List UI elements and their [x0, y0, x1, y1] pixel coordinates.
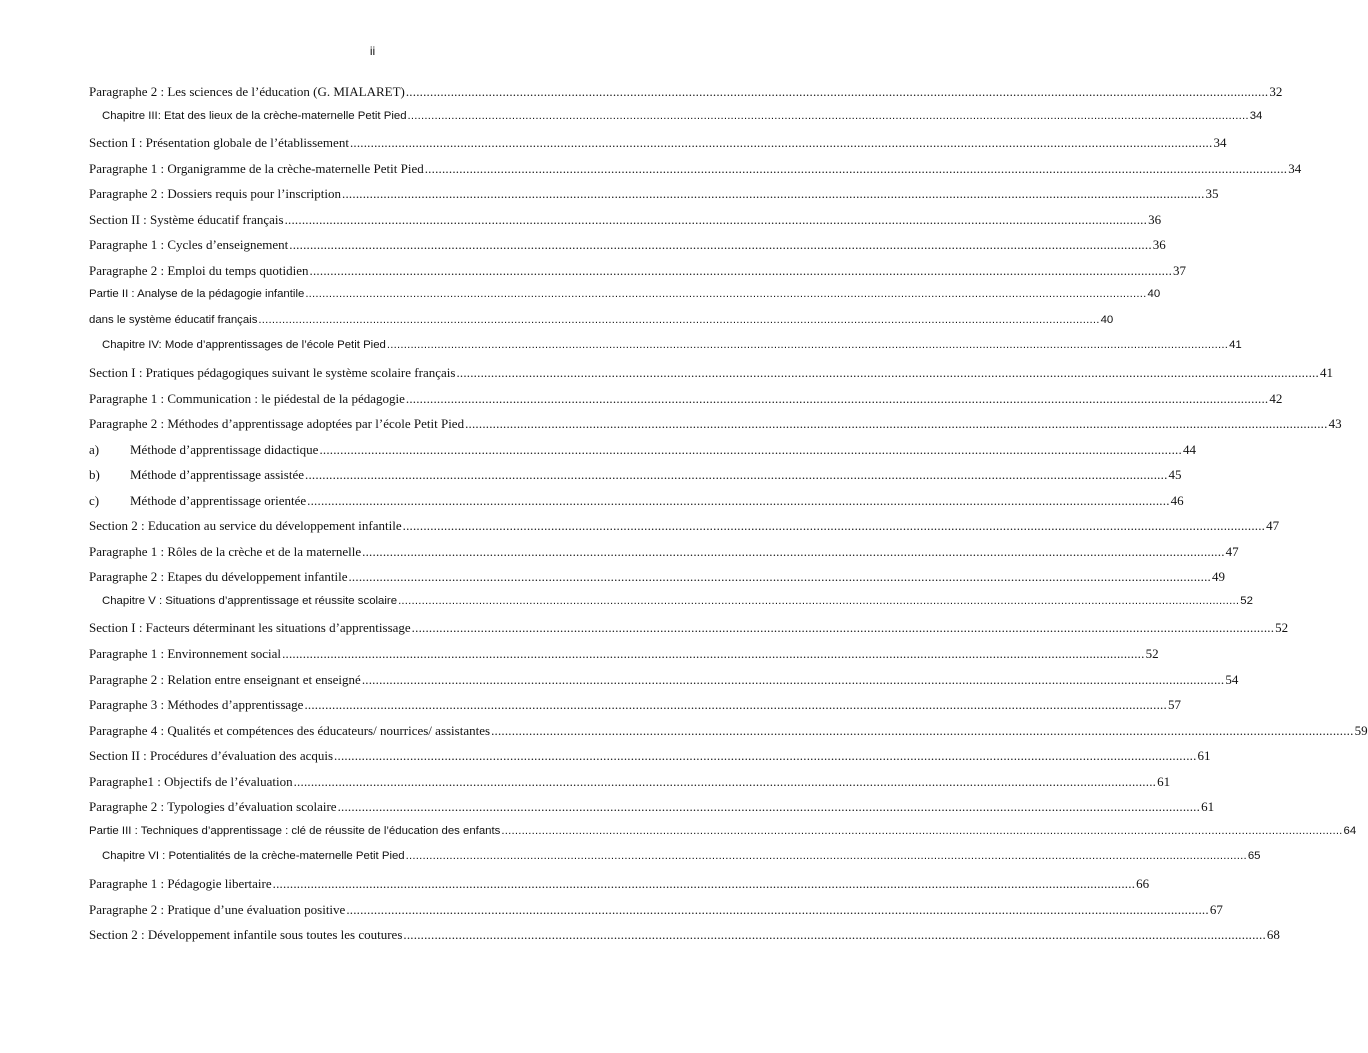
toc-entry[interactable]: [89, 799, 1215, 825]
toc-entry-label: Paragraphe 2 : Dossiers requis pour l’inscription: [89, 186, 342, 202]
dot-leader: [346, 902, 1209, 918]
dot-leader: [406, 850, 1247, 862]
dot-leader: [403, 518, 1266, 534]
toc-entry[interactable]: [89, 339, 1242, 365]
toc-entry[interactable]: [89, 697, 1181, 723]
toc-entry[interactable]: [89, 441, 1196, 468]
toc-entry-page-number: 66: [1136, 875, 1150, 891]
toc-entry-page-number: 65: [1247, 850, 1261, 863]
toc-entry-page-number: 41: [1319, 365, 1333, 381]
toc-entry-label: Méthode d’apprentissage assistée: [130, 467, 305, 483]
toc-entry-page-number: 34: [1213, 135, 1227, 151]
toc-entry-page-number: 67: [1209, 901, 1223, 917]
toc-entry-marker: c): [89, 492, 100, 508]
dot-leader: [362, 544, 1225, 560]
toc-entry[interactable]: [89, 646, 1159, 672]
toc-entry-label: Partie II : Analyse de la pédagogie infantile: [89, 288, 305, 301]
toc-entry[interactable]: [89, 288, 1161, 314]
toc-entry-page-number: 43: [1328, 416, 1342, 432]
dot-leader: [338, 799, 1201, 815]
toc-entry-page-number: 59: [1354, 722, 1368, 738]
toc-entry[interactable]: [89, 748, 1211, 774]
dot-leader: [491, 723, 1354, 739]
toc-entry-page-number: 35: [1205, 186, 1219, 202]
dot-leader: [456, 365, 1319, 381]
toc-entry-label: Section I : Pratiques pédagogiques suivant le système scolaire français: [89, 365, 456, 381]
dot-leader: [412, 620, 1275, 636]
toc-entry-label: Section 2 : Education au service du développement infantile: [89, 518, 402, 534]
dot-leader: [406, 84, 1269, 100]
toc-entry-label: Paragraphe 2 : Etapes du développement infantile: [89, 569, 348, 585]
toc-entry[interactable]: [89, 671, 1239, 698]
toc-entry-label: Chapitre V : Situations d’apprentissage et réussite scolaire: [102, 594, 398, 607]
toc-entry-page-number: 42: [1269, 390, 1283, 406]
toc-entry-label: Paragraphe 1 : Organigramme de la crèche-maternelle Petit Pied: [89, 160, 424, 176]
toc-entry[interactable]: [89, 262, 1187, 289]
toc-entry-page-number: 32: [1269, 84, 1283, 99]
toc-entry-label: Paragraphe 1 : Environnement social: [89, 646, 282, 662]
toc-entry-label: Chapitre IV: Mode d’apprentissages de l’école Petit Pied: [102, 339, 386, 352]
toc-entry-label: Paragraphe 4 : Qualités et compétences des éducateurs/ nourrices/ assistantes: [89, 722, 491, 738]
toc-entry[interactable]: [89, 416, 1342, 442]
toc-entry-page-number: 40: [1100, 313, 1114, 326]
toc-entry[interactable]: [89, 135, 1227, 161]
dot-leader: [362, 672, 1225, 688]
toc-entry-marker: b): [89, 467, 100, 483]
dot-leader: [294, 774, 1157, 790]
toc-entry-page-number: 40: [1147, 288, 1161, 301]
toc-entry-page-number: 46: [1170, 492, 1184, 508]
toc-entry-label: Section I : Présentation globale de l’établissement: [89, 135, 349, 151]
toc-entry[interactable]: [89, 773, 1171, 800]
dot-leader: [334, 748, 1197, 764]
toc-entry-page-number: 57: [1167, 697, 1181, 713]
toc-entry-page-number: 47: [1225, 543, 1239, 559]
toc-entry[interactable]: [89, 594, 1253, 621]
toc-entry-page-number: 61: [1201, 799, 1215, 815]
dot-leader: [342, 186, 1205, 202]
toc-entry[interactable]: [89, 569, 1225, 595]
toc-entry-label: Paragraphe 1 : Communication : le piédestal de la pédagogie: [89, 390, 405, 406]
toc-entry[interactable]: [89, 313, 1114, 340]
toc-entry[interactable]: [89, 901, 1223, 928]
dot-leader: [408, 110, 1249, 122]
dot-leader: [501, 825, 1342, 837]
dot-leader: [398, 595, 1239, 607]
toc-entry-label: Paragraphe1 : Objectifs de l’évaluation: [89, 773, 293, 789]
toc-entry-page-number: 49: [1211, 569, 1225, 585]
toc-entry-page-number: 61: [1197, 748, 1211, 764]
toc-entry-page-number: 34: [1288, 160, 1302, 176]
toc-entry-label: dans le système éducatif français: [89, 313, 258, 326]
toc-entry-page-number: 37: [1173, 262, 1187, 278]
toc-entry[interactable]: [89, 237, 1166, 263]
toc-entry-label: Paragraphe 1 : Cycles d’enseignement: [89, 237, 289, 253]
toc-entry-page-number: 54: [1225, 671, 1239, 687]
toc-entry[interactable]: [89, 722, 1368, 749]
toc-entry[interactable]: [89, 492, 1184, 519]
toc-entry-page-number: 52: [1240, 594, 1253, 607]
toc-entry[interactable]: [89, 109, 1263, 136]
toc-entry-page-number: 36: [1148, 211, 1162, 227]
dot-leader: [307, 493, 1170, 509]
toc-entry-label: Paragraphe 1 : Rôles de la crèche et de la maternelle: [89, 543, 362, 559]
toc-entry-page-number: 47: [1266, 518, 1280, 534]
toc-entry[interactable]: [89, 824, 1357, 851]
toc-entry-page-number: 34: [1249, 109, 1263, 122]
toc-entry[interactable]: [89, 186, 1219, 212]
dot-leader: [319, 442, 1182, 458]
dot-leader: [273, 876, 1136, 892]
toc-entry-label: Section 2 : Développement infantile sous toutes les coutures: [89, 927, 403, 943]
toc-entry[interactable]: [89, 620, 1289, 646]
toc-entry[interactable]: [89, 875, 1150, 902]
toc-entry-page-number: 41: [1229, 339, 1242, 352]
toc-entry-label: Paragraphe 2 : Typologies d’évaluation scolaire: [89, 799, 337, 815]
toc-entry-label: Chapitre VI : Potentialités de la crèche-maternelle Petit Pied: [102, 850, 405, 863]
toc-entry[interactable]: [89, 160, 1302, 187]
toc-entry[interactable]: [89, 390, 1283, 417]
toc-entry[interactable]: [89, 927, 1280, 953]
toc-entry-label: Paragraphe 2 : Les sciences de l’éducation (G. MIALARET): [89, 84, 405, 99]
dot-leader: [258, 314, 1099, 326]
toc-entry-label: Section I : Facteurs déterminant les situations d’apprentissage: [89, 620, 411, 636]
toc-entry-label: Paragraphe 3 : Méthodes d’apprentissage: [89, 697, 304, 713]
dot-leader: [406, 391, 1269, 407]
toc-entry-page-number: 45: [1168, 467, 1182, 483]
dot-leader: [305, 288, 1146, 300]
toc-entry-label: Paragraphe 2 : Méthodes d’apprentissage adoptées par l’école Petit Pied: [89, 416, 465, 432]
dot-leader: [425, 161, 1288, 177]
toc-entry-page-number: 68: [1266, 927, 1280, 943]
toc-entry-page-number: 52: [1145, 646, 1159, 662]
toc-entry-label: Paragraphe 2 : Emploi du temps quotidien: [89, 262, 309, 278]
toc-entry-page-number: 61: [1157, 773, 1171, 789]
dot-leader: [310, 263, 1173, 279]
toc-entry-label: Paragraphe 2 : Pratique d’une évaluation positive: [89, 901, 346, 917]
toc-entry-label: Méthode d’apprentissage orientée: [130, 492, 307, 508]
toc-entry-label: Section II : Système éducatif français: [89, 211, 284, 227]
dot-leader: [403, 927, 1266, 943]
toc-entry-page-number: 44: [1182, 441, 1196, 457]
dot-leader: [387, 339, 1228, 351]
toc-entry[interactable]: [89, 365, 1333, 391]
toc-entry-label: Partie III : Techniques d’apprentissage : clé de réussite de l’éducation des enfants: [89, 824, 501, 837]
dot-leader: [305, 467, 1168, 483]
toc-entry-label: Méthode d’apprentissage didactique: [130, 441, 319, 457]
toc-entry-label: Paragraphe 1 : Pédagogie libertaire: [89, 875, 272, 891]
toc-entry-page-number: 64: [1343, 824, 1357, 837]
dot-leader: [304, 697, 1167, 713]
dot-leader: [289, 237, 1152, 253]
toc-entry-marker: a): [89, 441, 100, 457]
dot-leader: [285, 212, 1148, 228]
dot-leader: [348, 569, 1211, 585]
dot-leader: [282, 646, 1145, 662]
toc-entry-label: Paragraphe 2 : Relation entre enseignant et enseigné: [89, 671, 361, 687]
toc-entry[interactable]: [89, 211, 1162, 238]
dot-leader: [350, 135, 1213, 151]
toc-entry[interactable]: [89, 467, 1182, 493]
toc-entry[interactable]: [89, 518, 1280, 544]
dot-leader: [465, 416, 1328, 432]
page-number: ii: [369, 44, 376, 58]
toc-entry[interactable]: [89, 84, 1283, 110]
toc-entry-page-number: 36: [1152, 237, 1166, 253]
toc-entry-label: Chapitre III: Etat des lieux de la crèche-maternelle Petit Pied: [102, 109, 407, 122]
toc-entry-page-number: 52: [1275, 620, 1289, 636]
toc-entry[interactable]: [89, 543, 1239, 570]
table-of-contents: [89, 84, 1368, 953]
toc-entry-label: Section II : Procédures d’évaluation des acquis: [89, 748, 334, 764]
toc-entry[interactable]: [89, 850, 1261, 876]
